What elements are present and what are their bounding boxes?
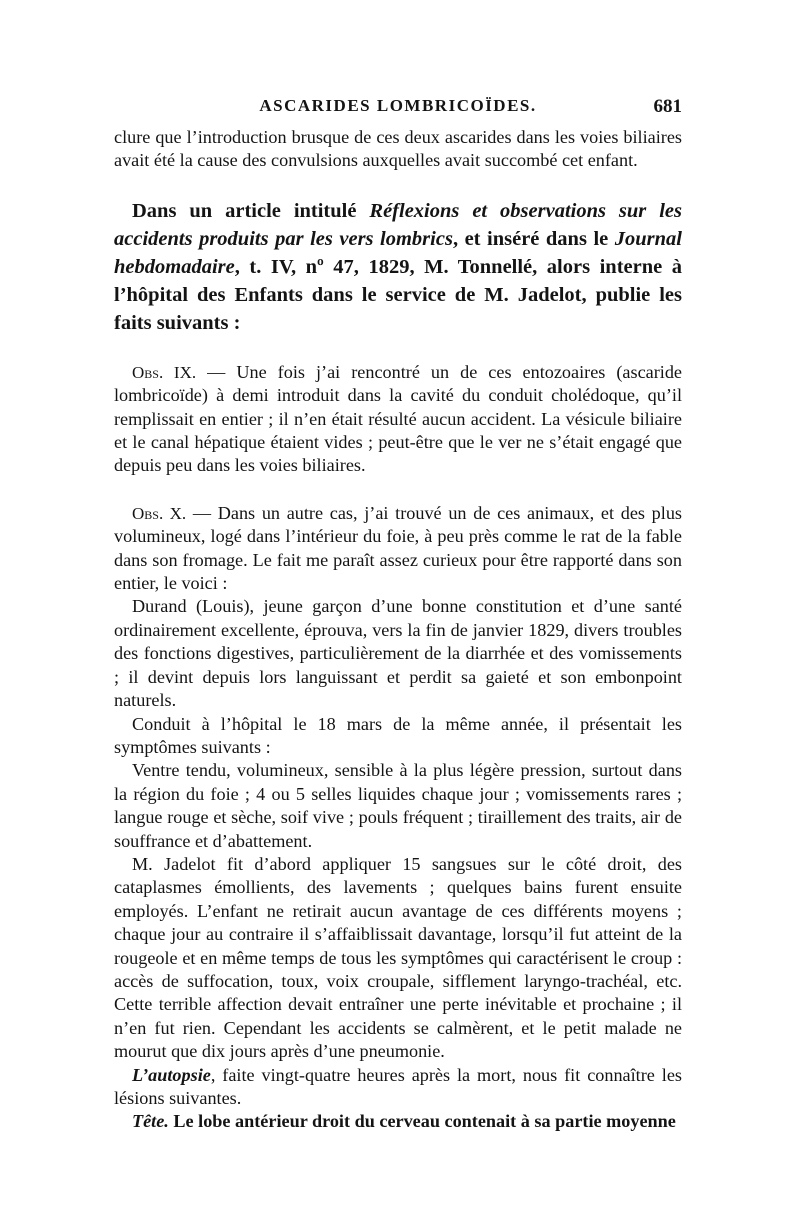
page-body [114, 126, 682, 1134]
paragraph-admission: Conduit à l’hôpital le 18 mars de la même année, il présentait les symptômes suivants : [114, 713, 682, 757]
paragraph-symptoms: Ventre tendu, volumineux, sensible à la plus légère pression, surtout dans la région du foie ; 4 ou 5 selles liquides chaque jour ; vomissements rares ; langue rouge et sèche, soif vive ; pouls fréquent ; tiraillement des traits, air de souffrance et d’abattement. [114, 760, 682, 851]
observation-9 [114, 361, 682, 478]
intro-text-before: Dans un article intitulé [132, 199, 370, 222]
journal-name: Journal hebdomadaire [114, 227, 682, 278]
intro-text-mid: , et inséré dans le [452, 227, 615, 250]
page-header [114, 96, 682, 122]
observation-9-text: — Une fois j’ai rencontré un de ces entozoaires (ascaride lombricoïde) à demi introduit dans la cavité du conduit cholédoque, qu’il remplissait en entier ; il n’en était résulté aucun accident. La vésicule biliaire et le canal hépatique étaient vides ; peut-être que le ver ne s’était engagé que depuis peu dans les voies biliaires. [114, 361, 682, 476]
observation-10-label: Obs. X. [132, 503, 187, 523]
paragraph-patient-history: Durand (Louis), jeune garçon d’une bonne constitution et d’une santé ordinairement excellente, éprouva, vers la fin de janvier 1829, divers troubles des fonctions digestives, particulièrement de la diarrhée et des vomissements ; il devint depuis lors languissant et perdit sa gaieté et son embonpoint naturels. [114, 596, 682, 711]
paragraph-intro [114, 197, 682, 337]
head-text: Le lobe antérieur droit du cerveau contenait à sa partie moyenne [168, 1111, 676, 1132]
article-title: Réflexions et observations sur les accidents produits par les vers lombrics [114, 199, 682, 250]
head-label: Tête. [132, 1111, 169, 1132]
paragraph-gap [114, 478, 682, 502]
autopsy-text: , faite vingt-quatre heures après la mort, nous fit connaître les lésions suivantes. [114, 1064, 682, 1108]
paragraph-gap [114, 173, 682, 197]
paragraph-autopsy [114, 1064, 682, 1111]
observation-10-text: — Dans un autre cas, j’ai trouvé un de ces animaux, et des plus volumineux, logé dans l’intérieur du foie, à peu près comme le rat de la fable dans son fromage. Le fait me paraît assez curieux pour être rapporté dans son entier, le voici : [114, 502, 682, 594]
paragraph-continuation: clure que l’introduction brusque de ces deux ascarides dans les voies biliaires avait été la cause des convulsions auxquelles avait succombé cet enfant. [114, 127, 682, 171]
paragraph-head [114, 1110, 682, 1133]
observation-10 [114, 502, 682, 596]
observation-9-label: Obs. IX. [132, 362, 197, 382]
autopsy-label: L’autopsie [132, 1064, 211, 1085]
paragraph-treatment: M. Jadelot fit d’abord appliquer 15 sangsues sur le côté droit, des cataplasmes émollients, des lavements ; quelques bains furent ensuite employés. L’enfant ne retirait aucun avantage de ces différents moyens ; chaque jour au contraire il s’affaiblissait davantage, lorsqu’il fut atteint de la rougeole et en même temps de tous les symptômes qui caractérisent le croup : accès de suffocation, toux, voix croupale, sifflement laryngo-trachéal, etc. Cette terrible affection devait entraîner une perte inévitable et prochaine ; il n’en fut rien. Cependant les accidents se calmèrent, et le petit malade ne mourut que dix jours après d’une pneumonie. [114, 853, 682, 1062]
running-title: ASCARIDES LOMBRICOÏDES. [259, 96, 537, 115]
intro-text-after: , t. IV, nº 47, 1829, M. Tonnellé, alors interne à l’hôpital des Enfants dans le service de M. Jadelot, publie les faits suivants : [114, 255, 682, 334]
page-number: 681 [653, 96, 682, 117]
paragraph-gap [114, 337, 682, 361]
